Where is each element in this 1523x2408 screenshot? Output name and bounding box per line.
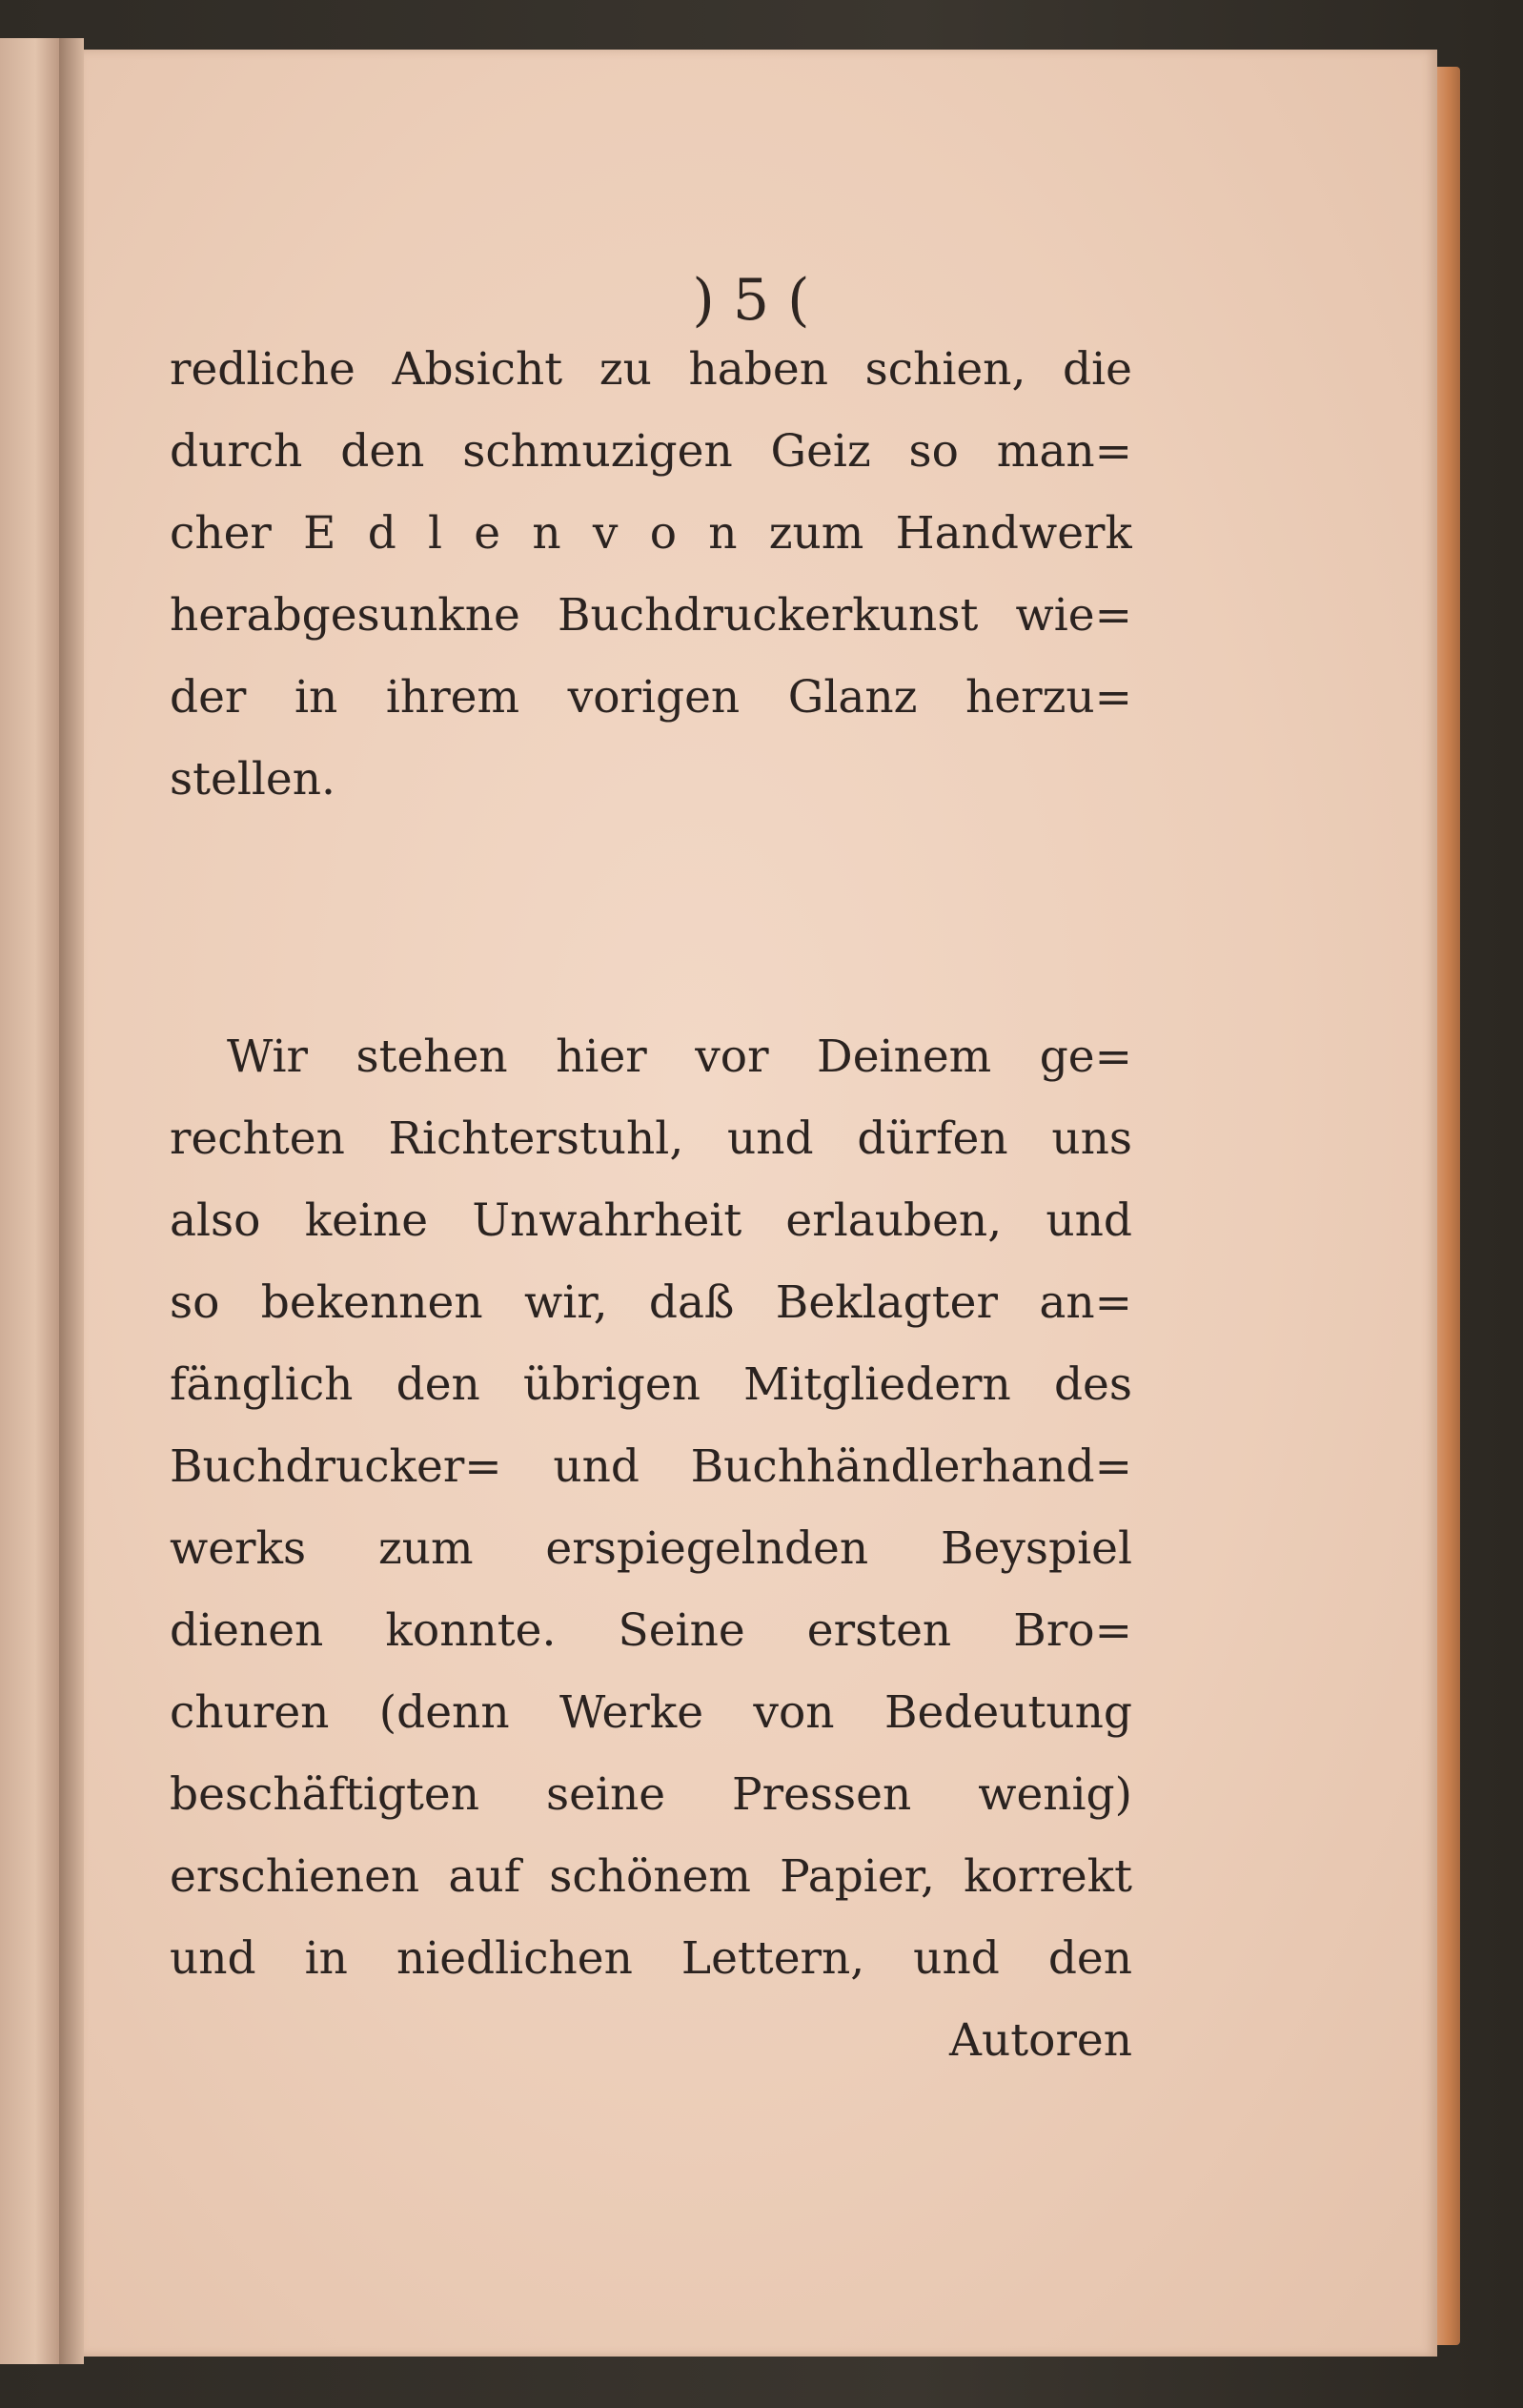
text-line: der in ihrem vorigen Glanz herzu= [170,671,1132,724]
paragraph-1 [170,329,1132,821]
text-line: werks zum erspiegelnden Beyspiel [170,1522,1132,1575]
text-line: herabgesunkne Buchdruckerkunst wie= [170,589,1132,642]
facing-page-edge [0,38,62,2364]
page-text [170,329,1132,2082]
text-line: cher E d l e n v o n zum Handwerk [170,507,1132,560]
text-line: also keine Unwahrheit erlauben, und [170,1194,1132,1247]
text-line: und in niedlichen Lettern, und den [170,1932,1132,1985]
catchword: Autoren [949,2014,1132,2067]
text-line: churen (denn Werke von Bedeutung [170,1686,1132,1739]
text-line: erschienen auf schönem Papier, korrekt [170,1850,1132,1903]
paragraph-spacer [170,821,1132,1016]
text-line: Buchdrucker= und Buchhändlerhand= [170,1440,1132,1493]
text-line: redliche Absicht zu haben schien, die [170,343,1132,396]
text-line: so bekennen wir, daß Beklagter an= [170,1276,1132,1329]
book-gutter [59,38,84,2364]
text-line: beschäftigten seine Pressen wenig) [170,1768,1132,1821]
page-fore-edge [1437,67,1460,2345]
text-line: Wir stehen hier vor Deinem ge= [227,1031,1132,1083]
text-line: fänglich den übrigen Mitgliedern des [170,1358,1132,1411]
text-line: stellen. [170,753,335,806]
text-line: durch den schmuzigen Geiz so man= [170,425,1132,478]
running-head [74,267,1428,334]
paragraph-2 [170,1016,1132,2000]
page-number: ) 5 ( [692,267,810,334]
text-line: rechten Richterstuhl, und dürfen uns [170,1112,1132,1165]
text-line: dienen konnte. Seine ersten Bro= [170,1604,1132,1657]
